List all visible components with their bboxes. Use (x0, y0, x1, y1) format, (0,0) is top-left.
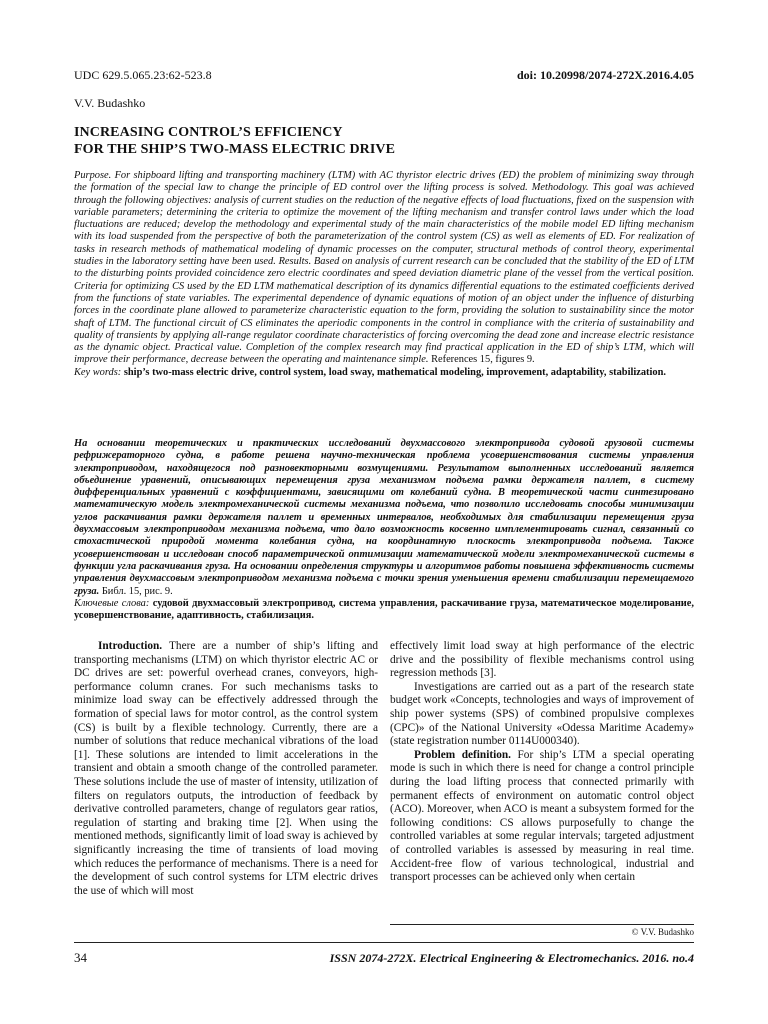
introduction-heading: Introduction. (98, 640, 163, 652)
journal-citation: ISSN 2074-272X. Electrical Engineering & Electromechanics. 2016. no.4 (329, 951, 694, 965)
page-number: 34 (74, 950, 87, 965)
body-column-left (74, 640, 378, 898)
paper-title (74, 124, 395, 158)
footer-divider (74, 942, 694, 943)
introduction-paragraph (74, 640, 378, 898)
keywords-en: ship’s two-mass electric drive, control system, load sway, mathematical modeling, improvement, adaptability, stabilization. (123, 366, 666, 378)
problem-paragraph (390, 749, 694, 885)
doi-link[interactable]: doi: 10.20998/2074-272X.2016.4.05 (517, 68, 694, 82)
abstract-ru-text: На основании теоретических и практических исследований двухмассового электропривода судовой грузовой системы рефрижераторного судна, в работе решена научно-техническая проблема усовершенствования системы управления электроприводом, находящегося под разновекторными возмущениями. Результатом выполненных исследований является объединение уравнений, описывающих перемещения груза механизмом подъема рамки держателя паллет, в систему дифференциальных уравнений с коэффициентами, зависящими от колебаний судна. В теоретической части синтезировано математическую модель электромеханической системы механизма подъема, что позволило исследовать способы минимизации углов раскачивания рамки держателя паллет и временных интервалов, необходимых для стабилизации перемещения груза двухмассовым электроприводом механизма подъема, что дало возможность косвенно имплементировать сигнал, связанный со стохастической природой момента колебания судна, на координатную плоскость электропривода подъема. Также усовершенствован и исследован способ параметрической оптимизации математической модели электромеханической системы в функции угла раскачивания груза. На основании определения структуры и алгоритмов работы повышена эффективность системы управления двухмассовым электроприводом механизма подъема с точки зрения уменьшения времени стабилизации перемещаемого груза. (74, 438, 694, 597)
copyright-divider (390, 924, 694, 925)
right-paragraph-continued: effectively limit load sway at high performance of the electric drive and the possibility of flexible mechanisms control using regression methods [3]. (390, 640, 694, 680)
abstract-english (74, 170, 694, 379)
copyright-notice: © V.V. Budashko (631, 927, 694, 937)
problem-text: For ship’s LTM a special operating mode is such in which there is need for change a control principle during the load lifting process that connected primarily with permanent effects of environment on automatic control object (ACO). Moreover, when ACO is meant a subsystem formed for the following conditions: CS allows purposefully to change the controlled variables at some regular intervals; targeted adjustment of controlled variables is assessed by measuring in real time. Accident-free flow of various technological, industrial and transport processes can be achieved only when certain (390, 748, 694, 884)
research-paragraph: Investigations are carried out as a part of the research state budget work «Concepts, technologies and ways of improvement of ship power systems (SPS) of combined propulsive complexes (CPC)» of the National University «Odessa Maritime Academy» (state registration number 0114U000340). (390, 680, 694, 748)
title-line-1: INCREASING CONTROL’S EFFICIENCY (74, 125, 343, 140)
introduction-text: There are a number of ship’s lifting and transporting mechanisms (LTM) on which thyristor electric AC or DC drives are set: powerful overhead cranes, conveyors, high-performance column cranes. For such mechanisms tasks to minimize load sway can be effectively addressed through the formation of special laws for motor control, as the control system (CS) is built by a flexible technology. Currently, there are a number of solutions that reduce mechanical vibrations of the load [1]. These solutions are intended to limit accelerations in the transient and obtain a smooth change of the controlled parameter. These solutions include the use of master of intensity, utilization of filters on regulators outputs, the introduction of feedback by derivative controlled parameters, change of regulators gear ratios, regulation of starting and braking time [2]. When using the mentioned methods, significantly limit of load sway is achieved by significantly increasing the time of transients of load moving which reduces the performance of mechanisms. There is a need for the development of such control systems for LTM electric drives the use of which will most (74, 640, 378, 897)
title-line-2: FOR THE SHIP’S TWO-MASS ELECTRIC DRIVE (74, 142, 396, 157)
keywords-ru: судовой двухмассовый электропривод, система управления, раскачивание груза, математическое моделирование, усовершенствование, адаптивность, стабилизация. (74, 597, 695, 622)
header-row (74, 68, 694, 84)
abstract-ru-refs: Библ. 15, рис. 9. (101, 585, 173, 597)
udc-code: UDC 629.5.065.23:62-523.8 (74, 68, 212, 82)
author-name: V.V. Budashko (74, 96, 146, 110)
problem-heading: Problem definition. (414, 748, 511, 761)
keywords-ru-label: Ключевые слова: (74, 597, 150, 609)
abstract-en-text: Purpose. For shipboard lifting and transporting machinery (LTM) with AC thyristor electric drives (ED) the problem of minimizing sway through the formation of the special law to change the principle of ED control over the lifting process is solved. Methodology. This goal was achieved through the following objectives: analysis of current studies on the reduction of the negative effects of load fluctuations, fixed on the suspension with variable parameters; determining the criteria to optimize the movement of the lifting mechanism and transfer control laws under which the load fluctuations are reduced; develop the methodology and experimental study of the main characteristics of the mobile model ED lifting mechanism with its load suspended from the perspective of both the parameterization of the control system (CS) as well as elements of ED. For realization of tasks in research methods of mathematical modeling of dynamic processes on the computer, structural methods of control theory, experimental studies in the laboratory setting have been used. Results. Based on analysis of current research can be concluded that the stability of the ED of LTM to the disturbing points provided coincidence zero electric coordinates and speed deviation diametric plane of the vessel from the vertical position. Criteria for optimizing CS used by the ED LTM mathematical description of its dynamics differential equations to the estimated coefficients derived from the functions of state variables. The experimental dependence of dynamic equations of motion of an object under the influence of disturbing forces in the coordinate plane allowed to parameterize characteristic equation to the form, providing the solution to sustainability since the motor shaft of LTM. The functional circuit of CS eliminates the aperiodic components in the control in compliance with the criteria of sustainability and quality of transients by applying all-range regulator coordinate characteristics of forcing overcoming the dead zone and increase electric resistance as the dynamic object. Practical value. Completion of the complex research may find practical application in the ED of ship’s LTM, which will improve their performance, decrease between the operating and maintenance simple. (74, 170, 694, 366)
keywords-en-label: Key words: (74, 366, 122, 378)
body-column-right (390, 640, 694, 885)
abstract-russian (74, 438, 694, 622)
abstract-en-refs: References 15, figures 9. (431, 354, 535, 366)
paper-page (74, 0, 694, 1024)
